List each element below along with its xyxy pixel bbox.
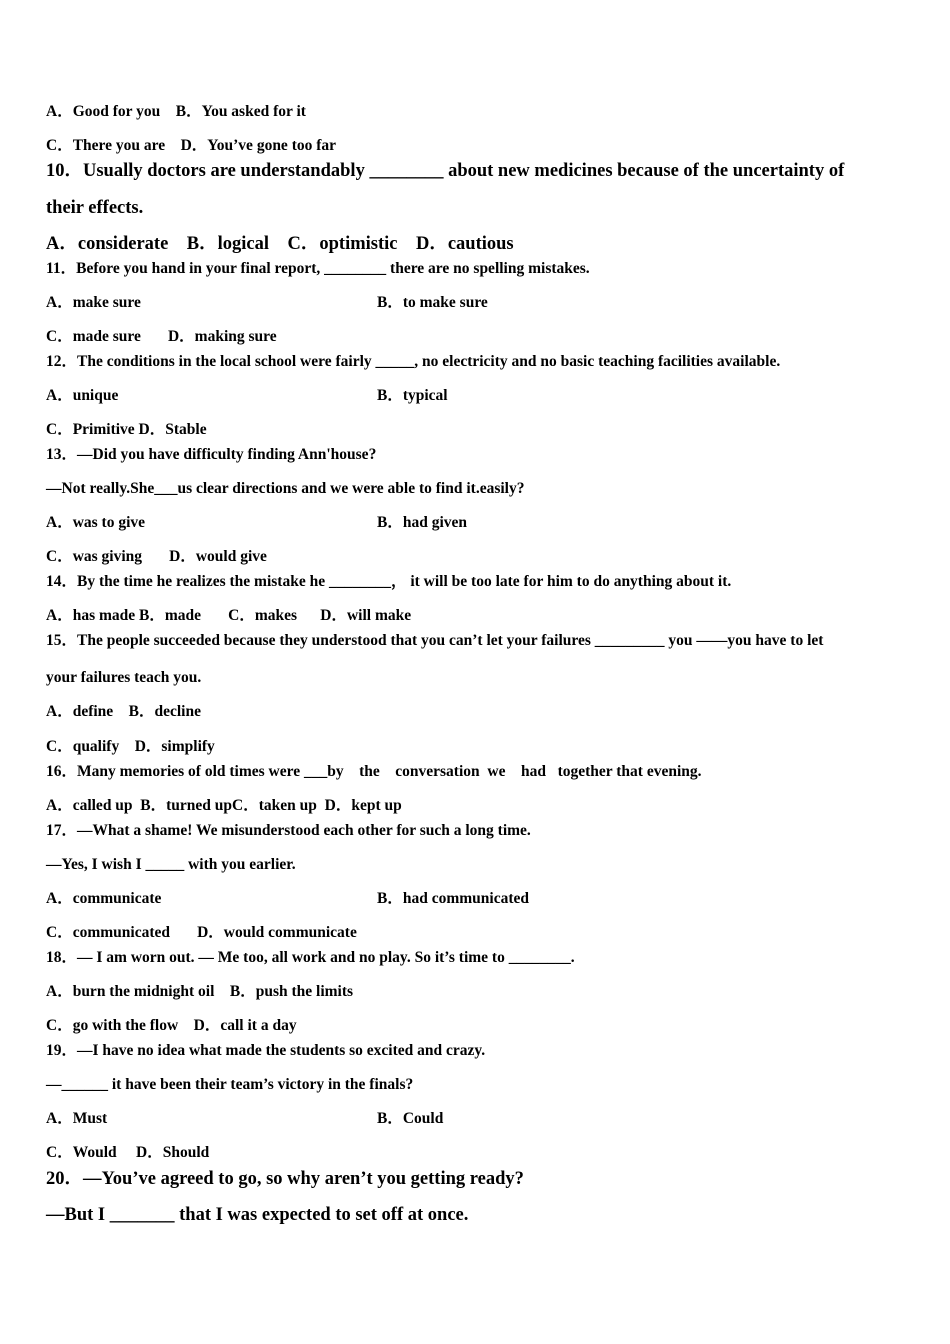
question-18: 18．— I am worn out. — Me too, all work and no play. So it’s time to ________. [46,949,575,966]
options-line: A．Good for you B．You asked for it [46,103,306,120]
question-10: 10．Usually doctors are understandably ________ about new medicines because of the uncertainty of [46,161,845,181]
question-16: 16．Many memories of old times were ___by the conversation we had together that evening. [46,763,702,780]
option-a: A．was to give [46,514,146,531]
question-14: 14．By the time he realizes the mistake he ________， it will be too late for him to do anything about it. [46,573,732,590]
option-a: A．unique [46,387,119,404]
question-13-reply: —Not really.She___us clear directions and we were able to find it.easily? [46,480,525,497]
question-10-cont: their effects. [46,198,144,218]
options-cd: C．made sure D．making sure [46,328,277,345]
options-cd: C．Would D．Should [46,1144,210,1161]
options-cd: C．qualify D．simplify [46,738,215,755]
options-cd: C．go with the flow D．call it a day [46,1017,297,1034]
option-b: B．Could [377,1110,444,1127]
option-a: A．communicate [46,890,162,907]
question-20: 20．—You’ve agreed to go, so why aren’t you getting ready? [46,1169,524,1189]
options-ab: A．define B．decline [46,703,201,720]
options-cd: C．communicated D．would communicate [46,924,357,941]
question-12: 12．The conditions in the local school were fairly _____, no electricity and no basic teaching facilities available. [46,353,781,370]
option-b: B．had given [377,514,468,531]
option-b: B．had communicated [377,890,529,907]
option-b: B．typical [377,387,448,404]
question-17-reply: —Yes, I wish I _____ with you earlier. [46,856,296,873]
options-cd: C．Primitive D．Stable [46,421,207,438]
question-19-reply: —______ it have been their team’s victory in the finals? [46,1076,414,1093]
question-14-options: A．has made B．made C．makes D．will make [46,607,412,624]
options-line: C．There you are D．You’ve gone too far [46,137,337,154]
question-16-options: A．called up B．turned upC．taken up D．kept up [46,797,402,814]
question-11: 11．Before you hand in your final report, ________ there are no spelling mistakes. [46,260,590,277]
question-13: 13．—Did you have difficulty finding Ann'house? [46,446,377,463]
options-ab: A．burn the midnight oil B．push the limits [46,983,354,1000]
option-b: B．to make sure [377,294,488,311]
question-20-reply: —But I _______ that I was expected to set off at once. [46,1205,469,1225]
question-15-cont: your failures teach you. [46,669,202,686]
option-a: A．Must [46,1110,108,1127]
question-17: 17．—What a shame! We misunderstood each other for such a long time. [46,822,531,839]
options-cd: C．was giving D．would give [46,548,267,565]
question-10-options: A．considerate B．logical C．optimistic D．cautious [46,234,514,254]
option-a: A．make sure [46,294,141,311]
question-15: 15．The people succeeded because they understood that you can’t let your failures _________ you ——you have to let [46,632,824,649]
question-19: 19．—I have no idea what made the students so excited and crazy. [46,1042,486,1059]
